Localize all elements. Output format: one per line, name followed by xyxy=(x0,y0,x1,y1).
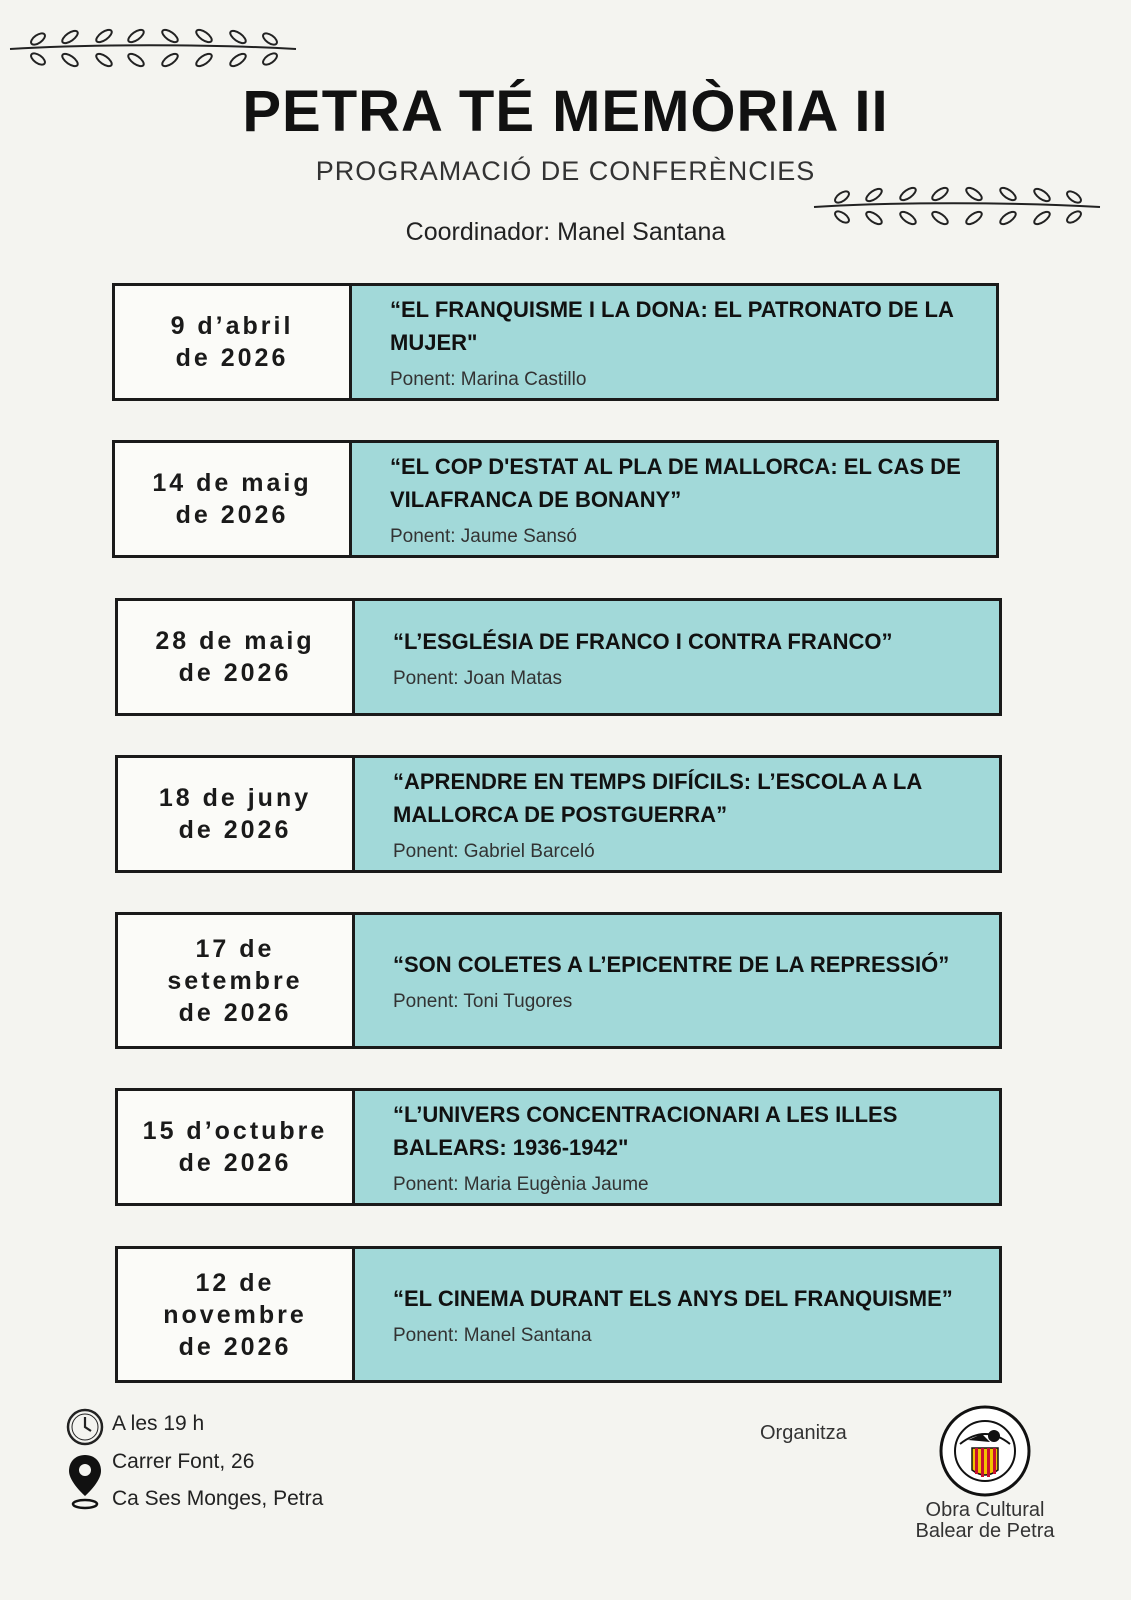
location-pin-icon xyxy=(66,1452,104,1512)
address-line-1: Carrer Font, 26 xyxy=(112,1450,255,1473)
obra-cultural-balear-logo xyxy=(938,1404,1032,1498)
event-speaker: Ponent: Joan Matas xyxy=(393,667,562,689)
address-line-2: Ca Ses Monges, Petra xyxy=(112,1487,324,1510)
branch-ornament-top-left xyxy=(8,22,298,76)
event-title: “SON COLETES A L’EPICENTRE DE LA REPRESSIÓ” xyxy=(393,952,950,977)
event-date: 14 de maig de 2026 xyxy=(115,443,352,555)
event-time: A les 19 h xyxy=(112,1412,205,1435)
coordinator-line: Coordinador: Manel Santana xyxy=(405,218,726,246)
event-info xyxy=(352,286,996,398)
event-title: “APRENDRE EN TEMPS DIFÍCILS: L’ESCOLA A LA MALLORCA DE POSTGUERRA” xyxy=(393,769,922,827)
event-info xyxy=(355,1249,999,1380)
event-speaker: Ponent: Gabriel Barceló xyxy=(393,841,595,862)
event-date: 18 de juny de 2026 xyxy=(118,758,355,870)
event-row xyxy=(115,755,1002,873)
event-row xyxy=(115,598,1002,716)
event-info xyxy=(355,758,999,870)
event-speaker: Ponent: Maria Eugènia Jaume xyxy=(393,1174,649,1195)
event-title: “L’UNIVERS CONCENTRACIONARI A LES ILLES BALEARS: 1936-1942" xyxy=(393,1102,898,1160)
page-subtitle: PROGRAMACIÓ DE CONFERÈNCIES xyxy=(315,156,816,186)
event-row xyxy=(115,1246,1002,1383)
event-speaker: Ponent: Marina Castillo xyxy=(390,369,587,390)
event-info xyxy=(355,1091,999,1203)
event-info xyxy=(355,601,999,713)
event-speaker: Ponent: Jaume Sansó xyxy=(390,526,577,547)
event-date: 28 de maig de 2026 xyxy=(118,601,355,713)
event-info xyxy=(352,443,996,555)
event-date: 17 de setembre de 2026 xyxy=(118,915,355,1046)
event-title: “EL CINEMA DURANT ELS ANYS DEL FRANQUISME” xyxy=(393,1286,953,1311)
event-title: “EL FRANQUISME I LA DONA: EL PATRONATO DE LA MUJER" xyxy=(390,297,954,355)
event-date: 15 d’octubre de 2026 xyxy=(118,1091,355,1203)
event-info xyxy=(355,915,999,1046)
event-row xyxy=(112,440,999,558)
event-row xyxy=(115,912,1002,1049)
event-speaker: Ponent: Toni Tugores xyxy=(393,991,573,1012)
organizer-name: Obra Cultural Balear de Petra xyxy=(915,1499,1055,1542)
page-title: PETRA TÉ MEMÒRIA II xyxy=(242,79,889,144)
event-title: “L’ESGLÉSIA DE FRANCO I CONTRA FRANCO” xyxy=(393,628,893,654)
event-date: 12 de novembre de 2026 xyxy=(118,1249,355,1380)
event-row xyxy=(115,1088,1002,1206)
organizer-label: Organitza xyxy=(760,1422,847,1444)
clock-icon xyxy=(66,1408,104,1446)
event-title: “EL COP D'ESTAT AL PLA DE MALLORCA: EL CAS DE VILAFRANCA DE BONANY” xyxy=(390,454,961,512)
event-speaker: Ponent: Manel Santana xyxy=(393,1325,592,1346)
event-row xyxy=(112,283,999,401)
event-date: 9 d’abril de 2026 xyxy=(115,286,352,398)
